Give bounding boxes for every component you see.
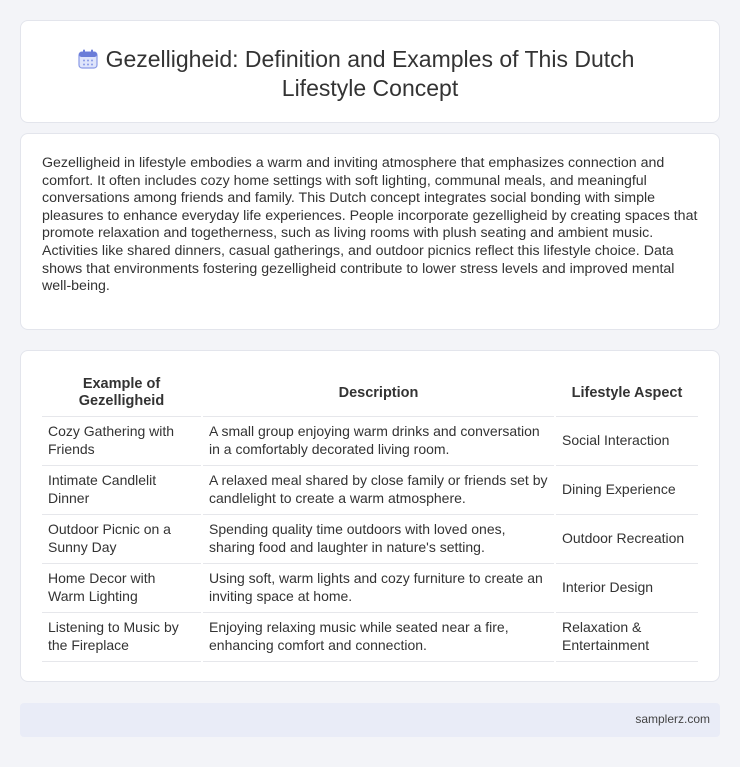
intro-paragraph: Gezelligheid in lifestyle embodies a warm and inviting atmosphere that emphasizes connection and comfort. It often includes cozy home settings with soft lighting, communal meals, and meaningful conversations among friends and family. This Dutch concept integrates social bonding with simple pleasures to enhance everyday life experiences. People incorporate gezelligheid by creating spaces that promote relaxation and togetherness, such as living rooms with plush seating and ambient music. Activities like shared dinners, casual gatherings, and outdoor picnics reflect this lifestyle choice. Data shows that environments fostering gezelligheid contribute to lower stress levels and improved mental well-being. [42,155,698,295]
table-row [42,563,698,612]
examples-table [42,371,698,662]
cell-aspect: Social Interaction [555,416,698,465]
table-row [42,612,698,661]
column-header-example: Example of Gezelligheid [42,371,202,416]
cell-example: Cozy Gathering with Friends [42,416,202,465]
column-header-aspect: Lifestyle Aspect [555,371,698,416]
cell-example: Outdoor Picnic on a Sunny Day [42,514,202,563]
cell-aspect: Dining Experience [555,465,698,514]
cell-description: A small group enjoying warm drinks and conversation in a comfortably decorated living room. [202,416,555,465]
table-header-row [42,371,698,416]
cell-example: Home Decor with Warm Lighting [42,563,202,612]
cell-description: A relaxed meal shared by close family or friends set by candlelight to create a warm atmosphere. [202,465,555,514]
page-title-line-1: Gezelligheid: Definition and Examples of This Dutch [105,46,635,72]
table-row [42,465,698,514]
cell-description: Spending quality time outdoors with loved ones, sharing food and laughter in nature's setting. [202,514,555,563]
cell-example: Listening to Music by the Fireplace [42,612,202,661]
footer-site-link[interactable]: samplerz.com [635,712,710,726]
table-card [20,350,720,682]
page-title [21,45,719,103]
cell-description: Using soft, warm lights and cozy furniture to create an inviting space at home. [202,563,555,612]
table-row [42,514,698,563]
intro-card [20,133,720,330]
title-card [20,20,720,123]
cell-aspect: Relaxation & Entertainment [555,612,698,661]
table-row [42,416,698,465]
page-title-line-2: Lifestyle Concept [281,75,459,101]
cell-example: Intimate Candlelit Dinner [42,465,202,514]
cell-aspect: Outdoor Recreation [555,514,698,563]
column-header-description: Description [202,371,555,416]
cell-description: Enjoying relaxing music while seated near a fire, enhancing comfort and connection. [202,612,555,661]
cell-aspect: Interior Design [555,563,698,612]
footer-bar [20,703,720,737]
